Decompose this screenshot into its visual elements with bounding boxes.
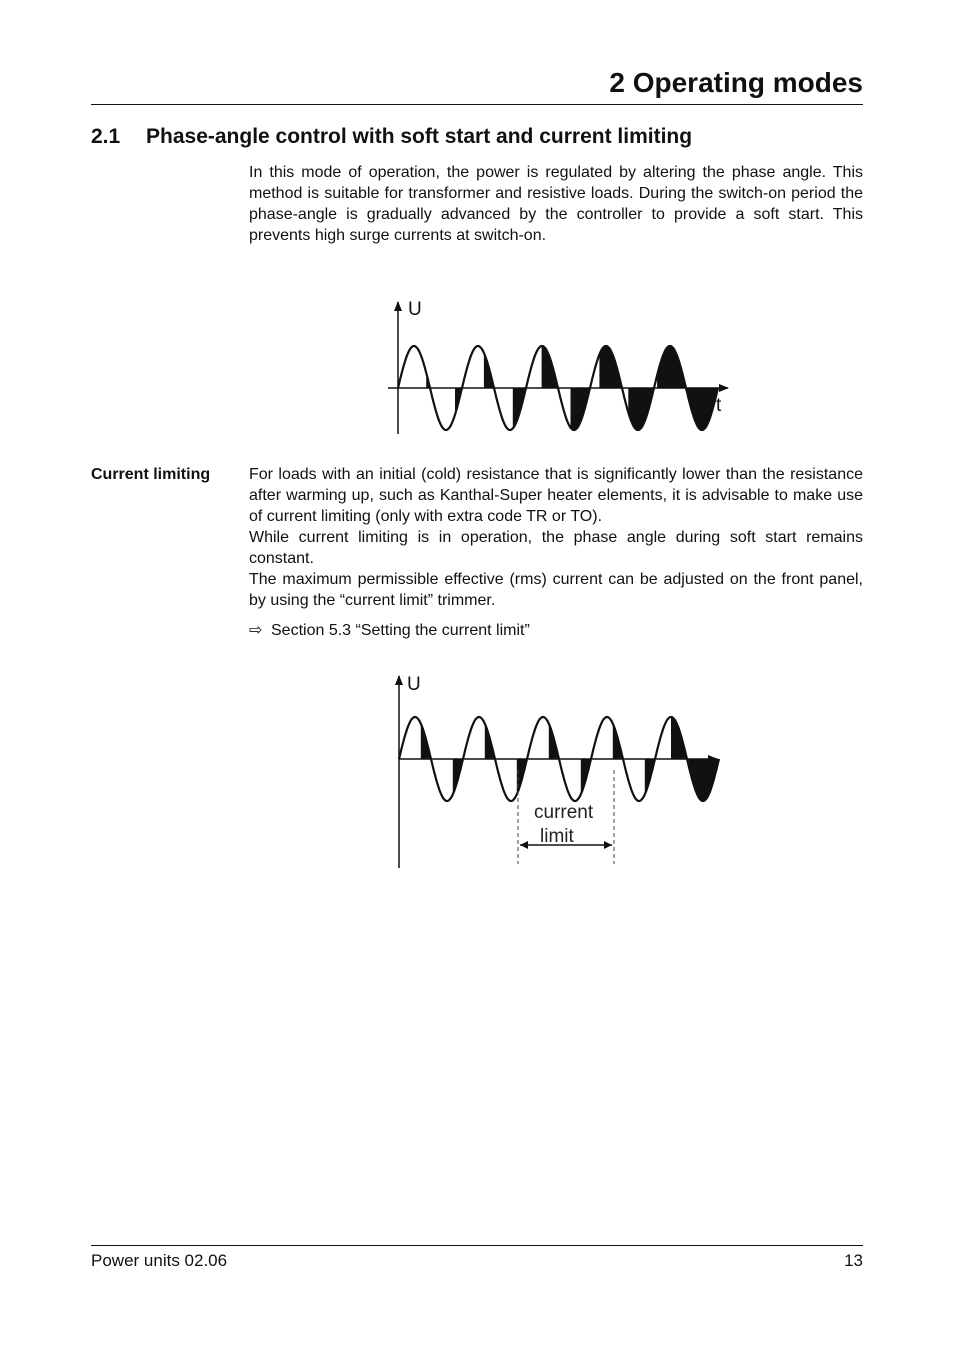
current-limiting-label: Current limiting: [91, 466, 211, 483]
cross-reference-link[interactable]: Section 5.3 “Setting the current limit”: [271, 622, 530, 639]
header-rule: [91, 104, 863, 105]
section-heading: [91, 123, 692, 151]
current-limiting-para2: While current limiting is in operation, the phase angle during soft start remains constant.: [249, 529, 863, 567]
section-number: 2.1: [91, 125, 121, 148]
soft-start-diagram: [370, 290, 750, 440]
voltage-axis-label: U: [407, 674, 421, 695]
section-intro: In this mode of operation, the power is regulated by altering the phase angle. This method is suitable for transformer and resistive loads. During the switch-on period the phase-angle is gradually advanced by the controller to provide a soft start. This prevents high surge currents at switch-on.: [249, 164, 863, 244]
current-limiting-para1: For loads with an initial (cold) resistance that is significantly lower than the resistance after warming up, such as Kanthal-Super heater elements, it is advisable to make use of current limiting (only with extra code TR or TO).: [249, 466, 863, 525]
current-limit-diagram: [370, 670, 750, 870]
chapter-title: 2 Operating modes: [609, 67, 863, 98]
time-axis-label: t: [716, 395, 722, 416]
footer-document-title: Power units 02.06: [91, 1251, 228, 1270]
page-number: 13: [844, 1251, 863, 1270]
time-axis-label: t: [704, 766, 710, 787]
current-limit-annotation-line1: current: [534, 802, 594, 823]
current-limiting-para3: The maximum permissible effective (rms) current can be adjusted on the front panel, by using the “current limit” trimmer.: [249, 571, 863, 609]
arrow-right-icon: ⇨: [249, 622, 263, 639]
voltage-axis-label: U: [408, 299, 422, 320]
current-limit-annotation-line2: limit: [540, 826, 574, 847]
cross-reference: [249, 620, 530, 641]
footer-rule: [91, 1245, 863, 1246]
section-title: Phase-angle control with soft start and current limiting: [146, 125, 693, 148]
